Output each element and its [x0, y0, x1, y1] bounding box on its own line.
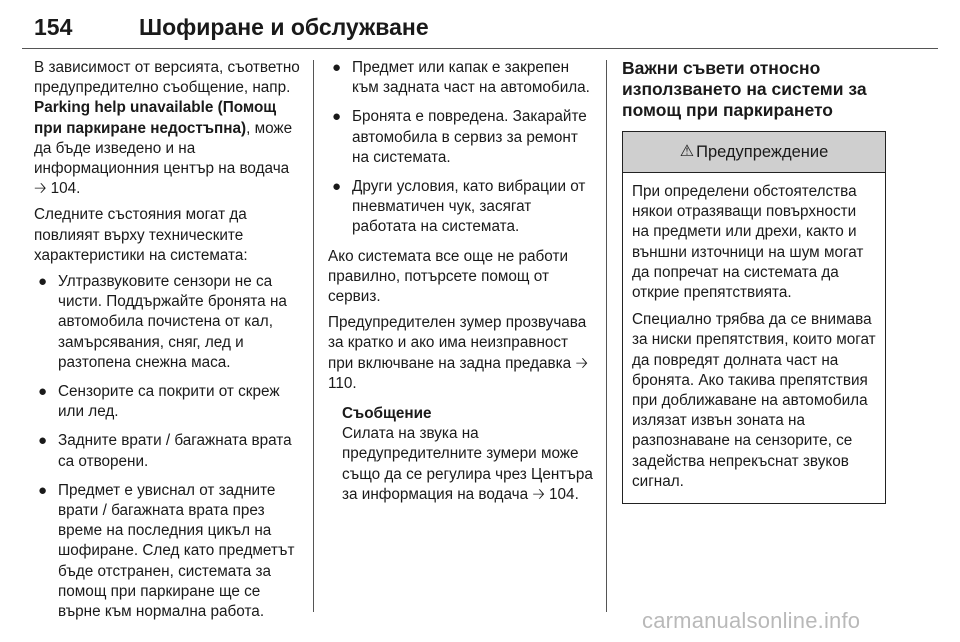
warning-title: Предупреждение — [696, 142, 829, 161]
paragraph-service: Ако системата все още не работи правилно, потърсете помощ от сервиз. — [328, 247, 569, 306]
list-item — [34, 481, 304, 622]
paragraph-parking-message — [34, 58, 304, 199]
warning-paragraph: При определени обстоятелства някои отразяващи повърхности на предмети или дрехи, както и външни източници на шум могат да попречат на системата да открие препятствията. — [632, 183, 864, 302]
list-item — [34, 272, 304, 373]
warning-body — [623, 173, 885, 503]
list-item-text: Бронята е повредена. Закарайте автомобила в сервиз за ремонт на системата. — [352, 108, 587, 166]
text: Предупредителен зумер прозвучава за кратко и ако има неизправност при включване на задна предавка — [328, 314, 587, 372]
page-ref-arrow-icon: 🡢 — [575, 354, 588, 372]
paragraph-conditions: Следните състояния могат да повлияят върху техническите характеристики на системата: — [34, 206, 248, 264]
page-number: 154 — [34, 14, 73, 40]
page-ref[interactable]: 104. — [50, 180, 81, 198]
column-3 — [622, 58, 886, 504]
page-title: Шофиране и обслужване — [139, 14, 429, 40]
section-heading: Важни съвети относно използването на системи за помощ при паркирането — [622, 58, 867, 120]
warning-box — [622, 131, 886, 504]
text: , може да бъде изведено и на информационния център на водача — [34, 119, 293, 178]
list-item — [328, 177, 594, 238]
bullet-dot: ● — [38, 383, 48, 401]
bullet-dot: ● — [38, 273, 48, 291]
warning-triangle-icon: ⚠ — [679, 142, 695, 160]
conditions-list — [34, 272, 304, 622]
list-item — [328, 58, 594, 98]
bullet-dot: ● — [332, 178, 342, 196]
list-item-text: Предмет е увиснал от задните врати / багажната врата през време на последния цикъл на шофиране. След като предметът бъде отстранен, системата за помощ при паркиране ще се върне към нормална работа. — [58, 481, 295, 621]
conditions-list-continued — [328, 58, 594, 238]
list-item-text: Предмет или капак е закрепен към задната част на автомобила. — [352, 59, 590, 97]
page-ref-arrow-icon: 🡢 — [532, 485, 545, 503]
list-item-text: Други условия, като вибрации от пневматичен чук, засягат работата на системата. — [352, 178, 586, 236]
column-1 — [34, 58, 304, 631]
list-item-text: Ултразвуковите сензори не са чисти. Поддържайте бронята на автомобила почистена от кал, замърсявания, сняг, лед и разтопена снежна маса. — [58, 273, 287, 371]
page-ref-arrow-icon: 🡢 — [34, 180, 47, 198]
page-ref[interactable]: 110. — [328, 374, 357, 392]
list-item — [34, 431, 304, 471]
list-item — [328, 107, 594, 168]
note-text — [342, 424, 594, 505]
page-ref[interactable]: 104. — [549, 485, 579, 503]
column-divider-1 — [313, 60, 314, 612]
column-2 — [328, 58, 594, 505]
watermark: carmanualsonline.info — [642, 608, 861, 633]
list-item-text: Задните врати / багажната врата са отворени. — [58, 432, 292, 470]
page-header — [22, 6, 938, 48]
paragraph-buzzer — [328, 313, 594, 394]
header-rule — [22, 48, 938, 49]
column-divider-2 — [606, 60, 607, 612]
bullet-dot: ● — [332, 108, 342, 126]
list-item — [34, 382, 304, 422]
text: Силата на звука на предупредителните зумери може също да се регулира чрез Центъра за информация на водача — [342, 425, 593, 503]
bullet-dot: ● — [38, 481, 48, 499]
note-heading: Съобщение — [342, 405, 432, 423]
text: В зависимост от версията, съответно предупредително съобщение, напр. — [34, 59, 300, 97]
warning-paragraph: Специално трябва да се внимава за ниски препятствия, които могат да повредят долната част на бронята. Ако такива препятствия при доближаване на автомобила излязат извън зоната на разпознаване на сензорите, се задейства непрекъснат звуков сигнал. — [632, 311, 876, 490]
list-item-text: Сензорите са покрити от скреж или лед. — [58, 383, 280, 421]
message-name: Parking help unavailable (Помощ при паркиране недостъпна) — [34, 99, 277, 137]
bullet-dot: ● — [332, 59, 342, 76]
warning-header — [623, 132, 885, 173]
note-block — [342, 404, 594, 505]
bullet-dot: ● — [38, 432, 48, 450]
